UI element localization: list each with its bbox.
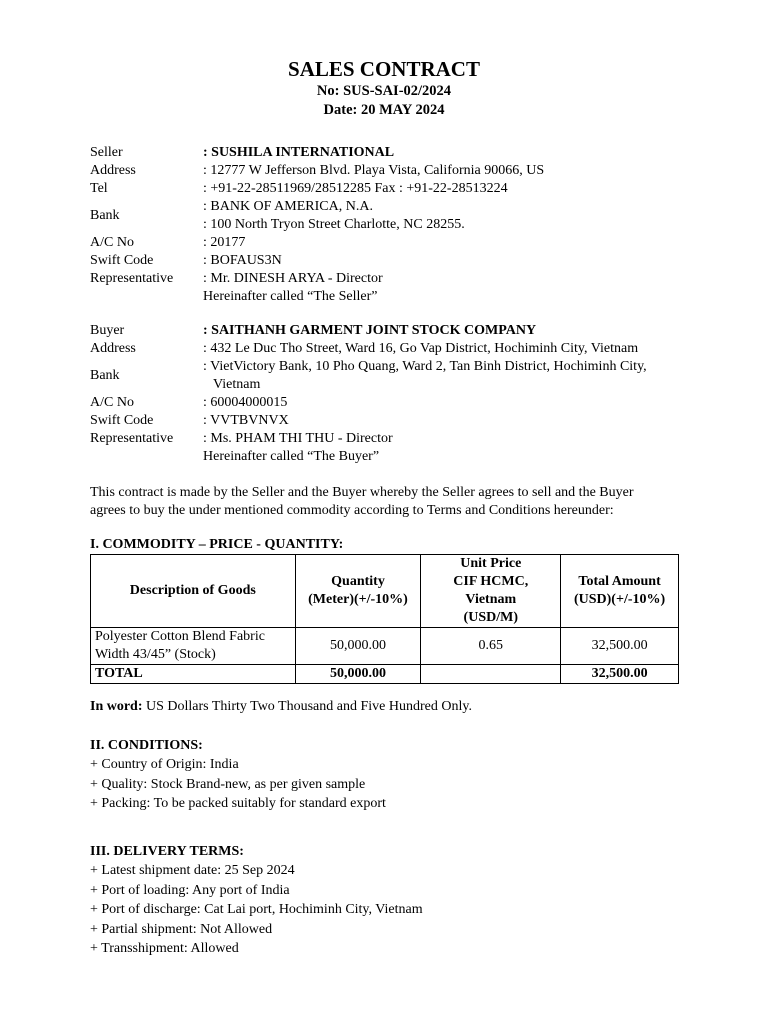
delivery-list (90, 862, 423, 960)
buyer-block (90, 322, 710, 466)
buyer-swift: : VVTBVNVX (203, 413, 289, 428)
seller-bank-row (90, 198, 710, 234)
buyer-rep-label: Representative (90, 431, 174, 446)
seller-called-row (90, 288, 710, 306)
seller-bank-name: : BANK OF AMERICA, N.A. (203, 199, 373, 214)
buyer-bank-country: Vietnam (213, 377, 261, 392)
seller-label: Seller (90, 145, 123, 160)
buyer-row (90, 322, 710, 340)
col-header-quantity (295, 555, 421, 628)
buyer-bank-name: : VietVictory Bank, 10 Pho Quang, Ward 2, Tan Binh District, Hochiminh City, (203, 359, 647, 374)
conditions-heading: II. CONDITIONS: (90, 738, 203, 753)
seller-swift-label: Swift Code (90, 253, 154, 268)
total-quantity: 50,000.00 (295, 665, 421, 684)
total-label: TOTAL (91, 665, 296, 684)
in-word-text: US Dollars Thirty Two Thousand and Five Hundred Only. (142, 699, 472, 714)
list-item: + Port of discharge: Cat Lai port, Hochiminh City, Vietnam (90, 902, 423, 917)
cell-total-amount: 32,500.00 (561, 628, 679, 665)
seller-name: : SUSHILA INTERNATIONAL (203, 145, 395, 160)
buyer-label: Buyer (90, 323, 125, 338)
col-header-price-line2: CIF HCMC, (453, 574, 529, 589)
buyer-called: Hereinafter called “The Buyer” (203, 449, 380, 464)
seller-tel: : +91-22-28511969/28512285 Fax : +91-22-28513224 (203, 181, 508, 196)
contract-number: No: SUS-SAI-02/2024 (316, 83, 452, 99)
total-amount: 32,500.00 (561, 665, 679, 684)
table-row (91, 628, 679, 665)
seller-rep: : Mr. DINESH ARYA - Director (203, 271, 383, 286)
cell-description (91, 628, 296, 665)
list-item: + Latest shipment date: 25 Sep 2024 (90, 863, 295, 878)
buyer-address: : 432 Le Duc Tho Street, Ward 16, Go Vap District, Hochiminh City, Vietnam (203, 341, 639, 356)
seller-acno: : 20177 (203, 235, 246, 250)
list-item: + Quality: Stock Brand-new, as per given sample (90, 776, 366, 792)
seller-bank-address: : 100 North Tryon Street Charlotte, NC 28255. (203, 217, 465, 232)
delivery-heading: III. DELIVERY TERMS: (90, 844, 244, 859)
intro-line-2: agrees to buy the under mentioned commodity according to Terms and Conditions hereunder: (90, 503, 614, 518)
col-header-price-line3: Vietnam (465, 592, 517, 607)
seller-tel-label: Tel (90, 181, 108, 196)
col-header-description: Description of Goods (91, 555, 296, 628)
table-header-row (91, 555, 679, 628)
seller-acno-label: A/C No (90, 235, 134, 250)
buyer-called-row (90, 448, 710, 466)
buyer-acno-label: A/C No (90, 395, 134, 410)
seller-address-label: Address (90, 163, 136, 178)
seller-acno-row (90, 234, 710, 252)
list-item: + Country of Origin: India (90, 757, 239, 772)
in-word-label: In word: (90, 699, 143, 714)
seller-row (90, 144, 710, 162)
seller-rep-label: Representative (90, 271, 174, 286)
cell-description-line2: Width 43/45” (Stock) (95, 647, 216, 662)
buyer-acno-row (90, 394, 710, 412)
contract-date: Date: 20 MAY 2024 (323, 102, 445, 118)
seller-swift: : BOFAUS3N (203, 253, 282, 268)
buyer-rep: : Ms. PHAM THI THU - Director (203, 431, 393, 446)
col-header-unit-price (421, 555, 561, 628)
buyer-swift-label: Swift Code (90, 413, 154, 428)
col-header-total-line2: (USD)(+/-10%) (573, 592, 666, 607)
cell-quantity: 50,000.00 (295, 628, 421, 665)
cell-unit-price: 0.65 (421, 628, 561, 665)
intro-line-1: This contract is made by the Seller and the Buyer whereby the Seller agrees to sell and the Buyer (90, 485, 634, 500)
list-item: + Transshipment: Allowed (90, 941, 239, 956)
commodity-heading: I. COMMODITY – PRICE - QUANTITY: (90, 537, 344, 552)
seller-bank (203, 198, 703, 234)
intro-paragraph (90, 484, 690, 520)
seller-address: : 12777 W Jefferson Blvd. Playa Vista, California 90066, US (203, 163, 545, 178)
total-unit-price-empty (421, 665, 561, 684)
list-item: + Partial shipment: Not Allowed (90, 921, 273, 937)
seller-called: Hereinafter called “The Seller” (203, 289, 378, 304)
list-item: + Port of loading: Any port of India (90, 882, 290, 898)
seller-bank-label: Bank (90, 208, 120, 223)
in-word-line (90, 698, 690, 716)
seller-tel-row (90, 180, 710, 198)
seller-swift-row (90, 252, 710, 270)
seller-address-row (90, 162, 710, 180)
col-header-quantity-line1: Quantity (331, 574, 385, 589)
col-header-total-amount (561, 555, 679, 628)
cell-description-line1: Polyester Cotton Blend Fabric (95, 629, 265, 644)
col-header-price-line1: Unit Price (460, 556, 522, 571)
table-total-row (91, 665, 679, 684)
list-item: + Packing: To be packed suitably for standard export (90, 796, 386, 811)
buyer-address-label: Address (90, 341, 136, 356)
col-header-price-line4: (USD/M) (463, 610, 518, 625)
buyer-acno: : 60004000015 (203, 395, 288, 410)
buyer-name: : SAITHANH GARMENT JOINT STOCK COMPANY (203, 323, 537, 338)
seller-block (90, 144, 710, 306)
col-header-quantity-line2: (Meter)(+/-10%) (308, 592, 408, 607)
buyer-bank-row (90, 358, 710, 394)
buyer-address-row (90, 340, 710, 358)
col-header-total-line1: Total Amount (578, 574, 661, 589)
seller-rep-row (90, 270, 710, 288)
conditions-list (90, 756, 386, 815)
buyer-bank-label: Bank (90, 368, 120, 383)
buyer-bank (203, 358, 703, 394)
buyer-swift-row (90, 412, 710, 430)
contract-title: SALES CONTRACT (288, 57, 480, 81)
buyer-rep-row (90, 430, 710, 448)
commodity-table (90, 554, 679, 684)
